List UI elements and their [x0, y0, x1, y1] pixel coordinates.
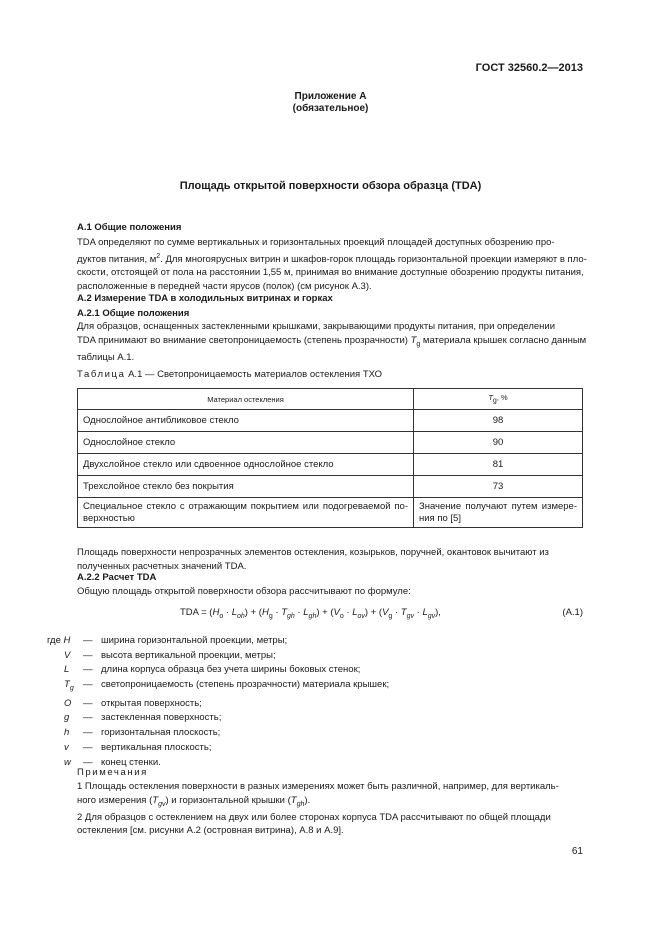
variable-symbol: O — [64, 697, 72, 709]
note-1-text-a: ного измерения ( — [77, 794, 153, 806]
after-table-line-2: полученных расчетных значений TDA. — [77, 560, 247, 572]
a21-line-2b: материала крышек согласно данным — [420, 334, 587, 346]
variable-row — [47, 678, 389, 697]
table-header-tg-sub: g — [492, 397, 497, 405]
table-cell-material: Трехслойное стекло без покрытия — [78, 476, 414, 498]
a1-line-2-sup: 2 — [156, 252, 161, 260]
where-lead: где — [47, 635, 61, 646]
dash: — — [83, 712, 93, 724]
variable-row — [47, 649, 389, 664]
dash: — — [83, 649, 93, 661]
note-1-sub-1: gv — [158, 800, 166, 808]
table-cell-material: Однослойное антибликовое стекло — [78, 410, 414, 432]
variable-symbol: w — [64, 756, 71, 768]
dash: — — [83, 727, 93, 739]
variable-definition: ширина горизонтальной проекции, метры; — [101, 635, 288, 646]
appendix-subtitle: (обязательное) — [292, 103, 369, 114]
a1-line-2b: . Для многоярусных витрин и шкафов-горок площадь горизонтальной проекции измеряют в пло- — [160, 253, 587, 265]
variable-symbol-text: H — [63, 635, 71, 646]
variable-definition: конец стенки. — [101, 756, 161, 768]
variable-definition: длина корпуса образца без учета ширины боковых стенок; — [101, 664, 361, 676]
a1-line-3: скости, отстоящей от пола на расстоянии 1,55 м, принимая во внимание доступные обозрению продукты питания, — [77, 267, 584, 279]
note-1-symbol-2: T — [290, 794, 297, 806]
variable-definition: застекленная поверхность; — [101, 712, 222, 724]
variable-symbol: L — [64, 664, 70, 676]
section-a1-text — [77, 236, 587, 293]
table-cell-material: Двухслойное стекло или сдвоенное однослойное стекло — [78, 454, 414, 476]
dash: — — [83, 664, 93, 676]
variable-symbol — [47, 678, 83, 697]
table-row — [78, 476, 583, 498]
a21-symbol: T — [410, 334, 417, 346]
standard-number: ГОСТ 32560.2—2013 — [475, 62, 583, 74]
notes-text — [77, 780, 583, 838]
section-a21-heading: А.2.1 Общие положения — [77, 308, 190, 319]
table-row — [78, 410, 583, 432]
variable-definition: светопроницаемость (степень прозрачности) материала крышек; — [101, 679, 390, 691]
variable-symbol: g — [64, 712, 70, 724]
table-row — [78, 498, 583, 528]
variable-definition: горизонтальная плоскость; — [101, 727, 221, 739]
table-header-tg-unit: , % — [496, 393, 508, 403]
table-row — [78, 432, 583, 454]
note-1-line-2 — [77, 794, 583, 811]
note-1-text-b: ) и горизонтальной крышки ( — [165, 794, 291, 806]
note-1-line-1: 1 Площадь остекления поверхности в разных измерениях может быть различной, например, для вертикаль- — [77, 781, 559, 792]
variable-row — [47, 634, 389, 649]
section-a1-heading: А.1 Общие положения — [77, 222, 182, 233]
a1-line-1: TDA определяют по сумме вертикальных и горизонтальных проекций площадей доступных обозрению про- — [77, 237, 555, 248]
section-a22-intro: Общую площадь открытой поверхности обзора рассчитывают по формуле: — [77, 586, 411, 597]
variable-row — [47, 741, 389, 756]
note-2-line-2: остекления [см. рисунки А.2 (островная витрина), А.8 и А.9]. — [77, 825, 344, 837]
dash: — — [83, 741, 93, 753]
section-a2-heading: А.2 Измерение TDA в холодильных витринах и горках — [77, 293, 333, 304]
note-1-text-c: ). — [304, 794, 311, 806]
table-header-row — [78, 389, 583, 410]
table-row — [78, 454, 583, 476]
note-2-line-1: 2 Для образцов с остеклением на двух или более сторонах корпуса TDA рассчитывают по общей площади — [77, 811, 551, 823]
notes-heading: Примечания — [77, 767, 148, 778]
table-cell-value: 98 — [414, 410, 583, 432]
glazing-table — [77, 388, 583, 528]
dash: — — [83, 635, 93, 646]
variable-list — [47, 634, 389, 770]
dash: — — [83, 679, 93, 691]
variable-symbol-sub: g — [69, 685, 74, 692]
dash: — — [83, 756, 93, 768]
variable-symbol-text: T — [64, 679, 70, 691]
variable-symbol — [47, 634, 83, 649]
table-cell-material: Специальное стекло с отражающим покрытием или подогреваемой по-верхностью — [78, 498, 414, 528]
table-cell-value: 90 — [414, 432, 583, 454]
formula: TDA = $(H_o \cdot L_{oh}) + (H_g \cdot T_{gh} \cdot L_{gh}) + (V_o \cdot L_{ov}) + (V_g \cdot T_{gv} \cdot L_{gv})$, — [180, 607, 441, 620]
variable-symbol: h — [64, 727, 70, 739]
table-cell-value: 73 — [414, 476, 583, 498]
table-cell-value: 81 — [414, 454, 583, 476]
variable-row — [47, 726, 389, 741]
variable-definition: вертикальная плоскость; — [101, 741, 212, 753]
section-a22-heading: А.2.2 Расчет TDA — [77, 572, 157, 583]
a21-line-2a: TDA принимают во внимание светопроницаемость (степень прозрачности) — [77, 334, 411, 346]
section-a21-text — [77, 320, 587, 364]
dash: — — [83, 697, 93, 709]
a21-line-3: таблицы А.1. — [77, 351, 135, 363]
formula-number: (А.1) — [562, 607, 583, 618]
table-caption-text: А.1 — Светопроницаемость материалов остекления ТХО — [128, 369, 383, 380]
appendix-title: Приложение А — [294, 91, 367, 102]
variable-definition: открытая поверхность; — [101, 697, 202, 709]
after-table-text — [77, 546, 583, 573]
table-header-tg-symbol: T — [488, 393, 493, 403]
variable-symbol: v — [64, 741, 69, 753]
a21-symbol-sub: g — [416, 340, 421, 348]
a1-line-4: расположенные в передней части ярусов (полок) (см рисунок А.3). — [77, 280, 372, 292]
after-table-line-1: Площадь поверхности непрозрачных элементов остекления, козырьков, поручней, окантовок вычитают из — [77, 547, 549, 558]
a1-line-2a: дуктов питания, м — [77, 253, 157, 265]
document-title: Площадь открытой поверхности обзора образца (TDA) — [179, 180, 482, 192]
table-cell-value: Значение получают путем измере-ния по [5] — [414, 498, 583, 528]
note-1-sub-2: gh — [296, 800, 305, 808]
table-caption-label: Таблица — [77, 369, 126, 380]
variable-definition: высота вертикальной проекции, метры; — [101, 649, 276, 661]
table-header-material: Материал остекления — [78, 389, 414, 410]
variable-row — [47, 697, 389, 712]
table-caption — [77, 369, 382, 380]
table-header-tg — [414, 389, 583, 410]
variable-row — [47, 663, 389, 678]
a21-line-1: Для образцов, оснащенных застекленными крышками, закрывающими продукты питания, при определении — [77, 321, 556, 332]
variable-row — [47, 711, 389, 726]
page-number: 61 — [571, 846, 583, 857]
table-cell-material: Однослойное стекло — [78, 432, 414, 454]
variable-symbol: V — [64, 649, 71, 661]
note-1-symbol-1: T — [152, 794, 159, 806]
